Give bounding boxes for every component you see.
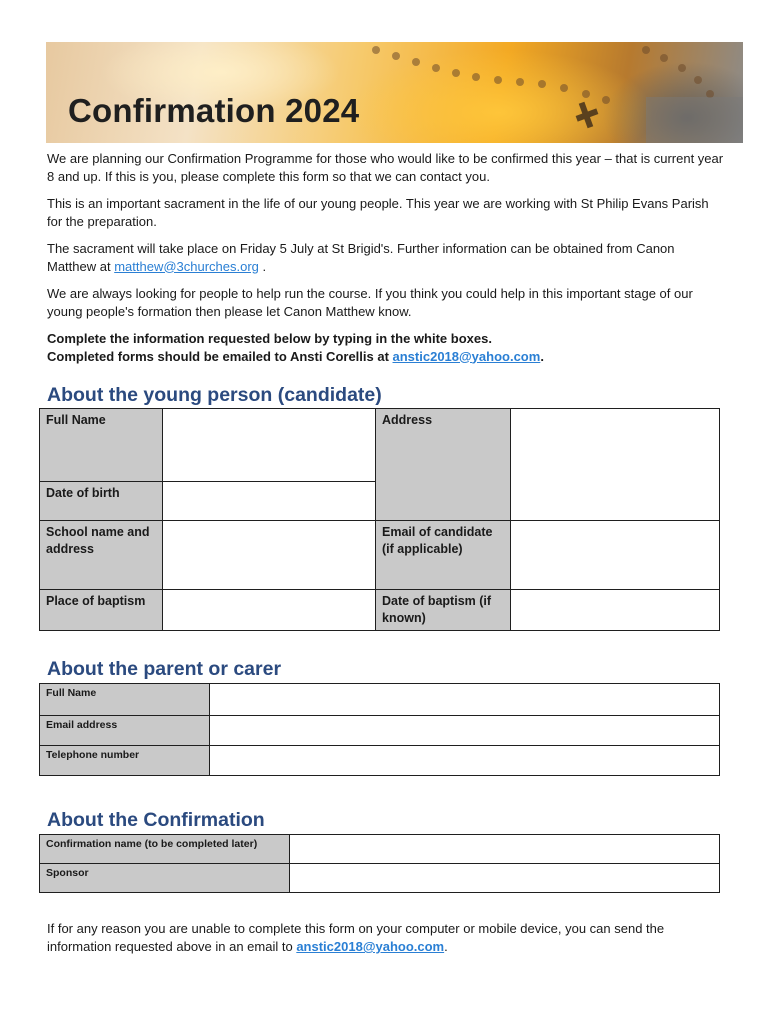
intro-text-span: .: [258, 258, 267, 274]
header-banner: [46, 42, 743, 143]
footer-text-span: .: [444, 939, 448, 954]
candidate-dob-input[interactable]: [163, 482, 376, 521]
intro-paragraph: This is an important sacrament in the life of our young people. This year we are working with St Philip Evans Parish for the preparation.: [47, 196, 709, 229]
instruction-line: Complete the information requested below by typing in the white boxes.: [47, 331, 492, 346]
parent-phone-input[interactable]: [210, 746, 720, 776]
instruction-text-span: .: [540, 348, 544, 364]
baptism-place-label: Place of baptism: [40, 590, 163, 631]
parent-phone-label: Telephone number: [40, 746, 210, 776]
confirmation-section-heading: About the Confirmation: [47, 809, 265, 831]
parent-full-name-label: Full Name: [40, 684, 210, 716]
school-label: School name and address: [40, 521, 163, 590]
intro-text-span: The sacrament will take place on Friday 5 July at St Brigid's. Further information can be obtained from Canon Matthew at: [47, 241, 675, 274]
instruction-line: [47, 348, 727, 366]
candidate-email-input[interactable]: [511, 521, 720, 590]
confirmation-form-table: [39, 834, 720, 893]
candidate-school-input[interactable]: [163, 521, 376, 590]
confirmation-name-label: Confirmation name (to be completed later): [40, 835, 290, 864]
parent-full-name-input[interactable]: [210, 684, 720, 716]
intro-paragraph: We are always looking for people to help run the course. If you think you could help in this important stage of our young people's formation then please let Canon Matthew know.: [47, 286, 693, 319]
parent-email-label: Email address: [40, 716, 210, 746]
candidate-address-input[interactable]: [511, 409, 720, 521]
parent-email-input[interactable]: [210, 716, 720, 746]
sponsor-input[interactable]: [290, 864, 720, 893]
intro-paragraph: We are planning our Confirmation Programme for those who would like to be confirmed this year – that is current year 8 and up. If this is you, please complete this form so that we can contact you.: [47, 151, 724, 184]
address-label: Address: [376, 409, 511, 521]
footer-email-link[interactable]: anstic2018@yahoo.com: [296, 939, 445, 954]
intro-paragraph: [47, 240, 727, 275]
canon-matthew-email-link[interactable]: matthew@3churches.org: [114, 258, 259, 274]
instruction-text-span: Completed forms should be emailed to Ansti Corellis at: [47, 348, 393, 364]
full-name-label: Full Name: [40, 409, 163, 482]
candidate-full-name-input[interactable]: [163, 409, 376, 482]
parent-section-heading: About the parent or carer: [47, 658, 282, 680]
sponsor-label: Sponsor: [40, 864, 290, 893]
footer-text-span: If for any reason you are unable to complete this form on your computer or mobile device, you can send the information requested above in an email to: [47, 921, 665, 954]
candidate-section-heading: About the young person (candidate): [47, 384, 382, 406]
baptism-place-input[interactable]: [163, 590, 376, 631]
baptism-date-label: Date of baptism (if known): [376, 590, 511, 631]
dob-label: Date of birth: [40, 482, 163, 521]
candidate-form-table: [39, 408, 720, 631]
baptism-date-input[interactable]: [511, 590, 720, 631]
intro-text: [47, 150, 727, 365]
page-title: Confirmation 2024: [68, 92, 360, 129]
candidate-email-label: Email of candidate (if applicable): [376, 521, 511, 590]
confirmation-name-input[interactable]: [290, 835, 720, 864]
footer-note: [47, 920, 727, 956]
ansti-email-link[interactable]: anstic2018@yahoo.com: [392, 348, 541, 364]
parent-form-table: [39, 683, 720, 776]
